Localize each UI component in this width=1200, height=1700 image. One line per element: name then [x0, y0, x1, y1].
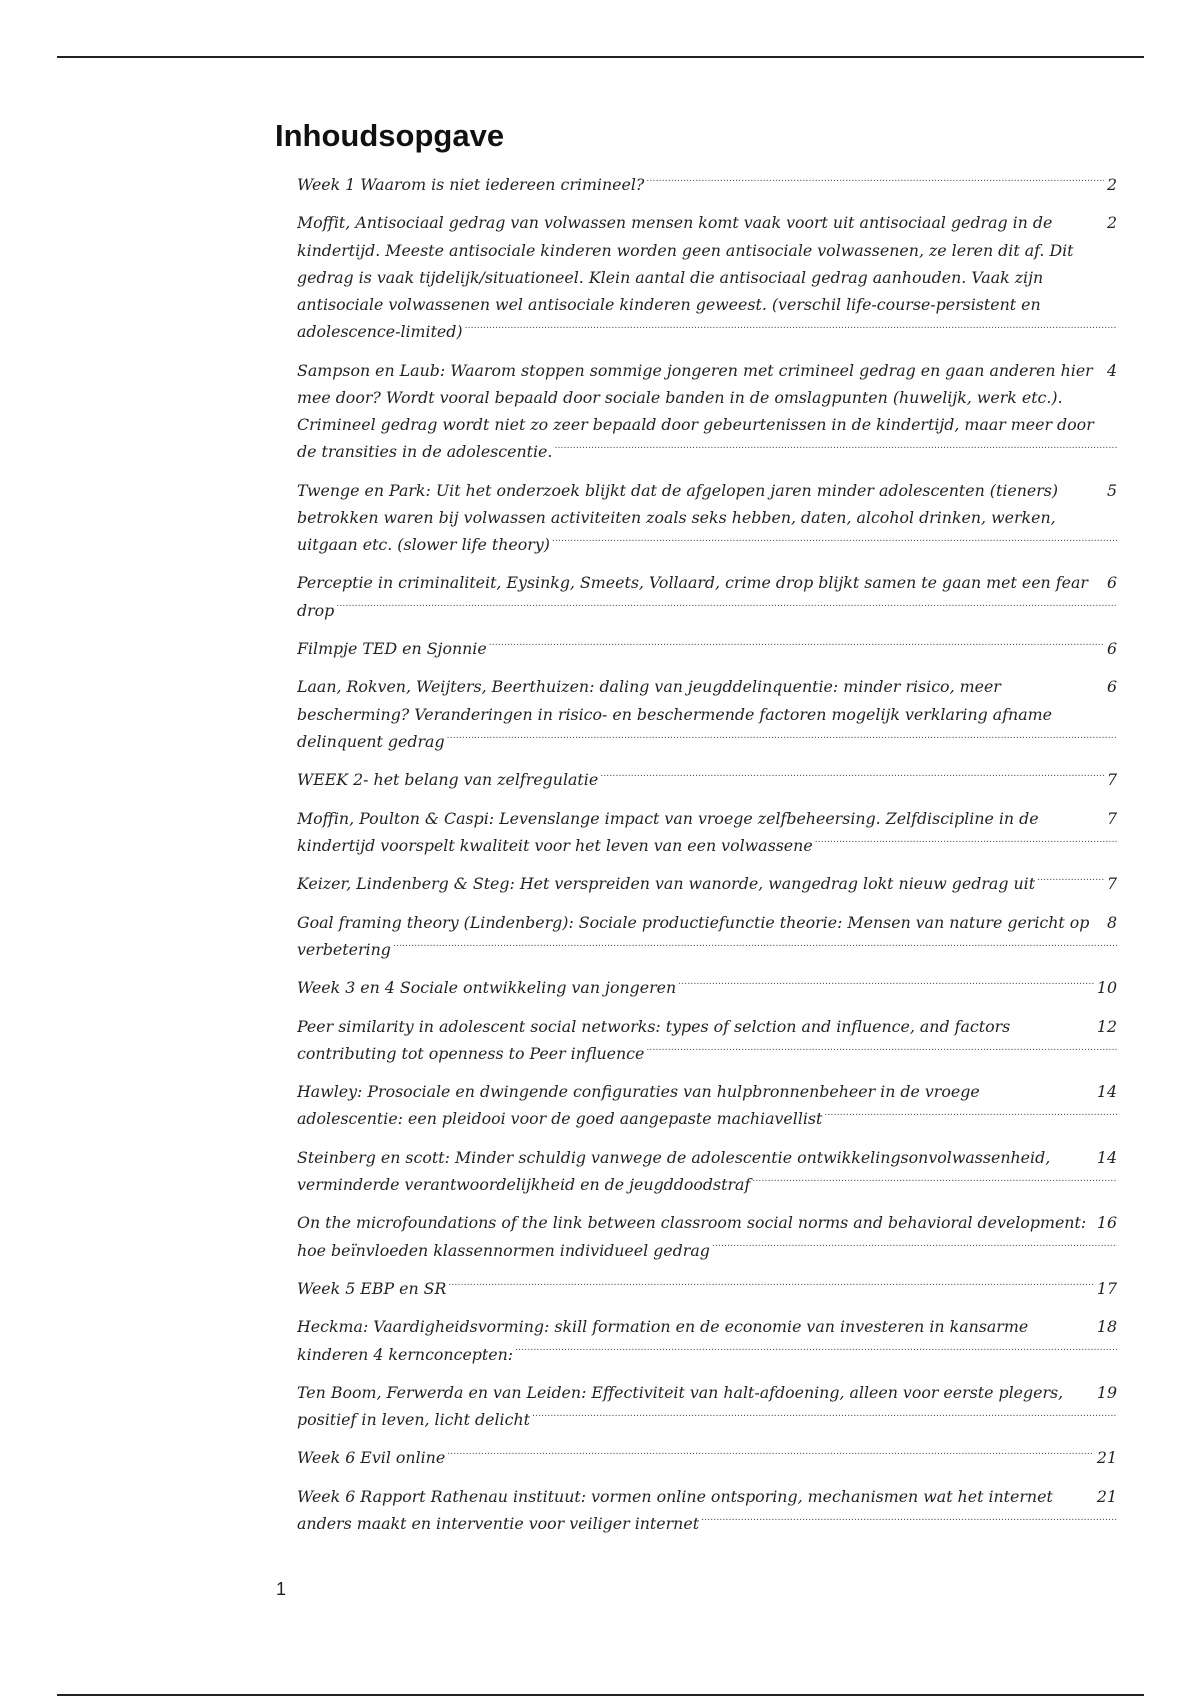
toc-entry-text: Steinberg en scott: Minder schuldig vanwege de adolescentie ontwikkelingsonvolwassenheid, verminderde verantwoordelijkheid en de jeugddoodstraf — [297, 1147, 1051, 1194]
toc-entry-text: Week 1 Waarom is niet iedereen crimineel? — [297, 175, 645, 194]
toc-entry[interactable] — [297, 805, 1117, 859]
toc-page-number: 7 — [1104, 870, 1117, 897]
toc-page-number: 21 — [1094, 1444, 1117, 1471]
toc-entry-text: Sampson en Laub: Waarom stoppen sommige jongeren met crimineel gedrag en gaan anderen hier mee door? Wordt vooral bepaald door sociale banden in de omslagpunten (huwelijk, werk etc.). Crimineel gedrag wordt niet zo zeer bepaald door gebeurtenissen in de kindertijd, maar meer door de transities in de adolescentie. — [297, 360, 1094, 462]
toc-entry[interactable] — [297, 1483, 1117, 1537]
toc-page-number: 2 — [1104, 171, 1117, 198]
toc-entry-text: Heckma: Vaardigheidsvorming: skill formation en de economie van investeren in kansarme kinderen 4 kernconcepten: — [297, 1317, 1029, 1364]
toc-entry-text: Twenge en Park: Uit het onderzoek blijkt dat de afgelopen jaren minder adolescenten (tieners) betrokken waren bij volwassen activiteiten zoals seks hebben, daten, alcohol drinken, werken, uitgaan etc. (slower life theory) — [297, 480, 1059, 554]
toc-entry[interactable] — [297, 766, 1117, 793]
toc-entry[interactable] — [297, 357, 1117, 466]
toc-entry[interactable] — [297, 209, 1117, 345]
toc-page-number: 21 — [1094, 1483, 1117, 1510]
toc-entry[interactable] — [297, 1078, 1117, 1132]
toc-entry[interactable] — [297, 1275, 1117, 1302]
toc-entry-text: Moffit, Antisociaal gedrag van volwassen mensen komt vaak voort uit antisociaal gedrag in de kindertijd. Meeste antisociale kinderen worden geen antisociale volwassenen, ze leren dit af. Dit gedrag is vaak tijdelijk/situationeel. Klein aantal die antisociaal gedrag aanhouden. Vaak zijn antisociale volwassenen wel antisociale kinderen geweest. (verschil life-course-persistent en adolescence-limited) — [297, 213, 1074, 342]
toc-entry-text: Hawley: Prosociale en dwingende configuraties van hulpbronnenbeheer in de vroege adolescentie: een pleidooi voor de goed aangepaste machiavellist — [297, 1082, 980, 1129]
footer-rule — [57, 1694, 1144, 1696]
toc-page-number: 5 — [1104, 477, 1117, 504]
toc-entry[interactable] — [297, 1209, 1117, 1263]
toc-entry-text: Moffin, Poulton & Caspi: Levenslange impact van vroege zelfbeheersing. Zelfdiscipline in de kindertijd voorspelt kwaliteit voor het leven van een volwassene — [297, 808, 1039, 855]
toc-entry[interactable] — [297, 1144, 1117, 1198]
toc-page-number: 7 — [1104, 766, 1117, 793]
toc-page-number: 18 — [1094, 1313, 1117, 1340]
toc-entry-text: WEEK 2- het belang van zelfregulatie — [297, 770, 599, 790]
table-of-contents — [297, 171, 1117, 1548]
toc-entry-text: Laan, Rokven, Weijters, Beerthuizen: daling van jeugddelinquentie: minder risico, meer bescherming? Veranderingen in risico- en beschermende factoren mogelijk verklaring afname delinquent gedrag — [297, 677, 1052, 751]
toc-entry-text: Week 6 Evil online — [297, 1448, 446, 1468]
toc-page-number: 17 — [1094, 1275, 1117, 1302]
toc-entry[interactable] — [297, 1444, 1117, 1471]
toc-entry-text: Goal framing theory (Lindenberg): Sociale productiefunctie theorie: Mensen van nature gericht op verbetering — [297, 912, 1090, 959]
toc-entry[interactable] — [297, 974, 1117, 1001]
toc-page-number: 16 — [1094, 1209, 1117, 1236]
toc-entry[interactable] — [297, 477, 1117, 559]
toc-page-number: 10 — [1094, 974, 1117, 1001]
toc-entry-text: Week 6 Rapport Rathenau instituut: vormen online ontsporing, mechanismen wat het internet anders maakt en interventie voor veiliger internet — [297, 1486, 1053, 1534]
toc-entry-text: Week 5 EBP en SR — [297, 1278, 447, 1298]
toc-page-number: 6 — [1104, 569, 1117, 596]
toc-page-number: 6 — [1104, 635, 1117, 662]
toc-entry-text: Keizer, Lindenberg & Steg: Het verspreiden van wanorde, wangedrag lokt nieuw gedrag uit — [297, 874, 1036, 894]
page-number: 1 — [276, 1579, 287, 1599]
toc-entry[interactable] — [297, 1013, 1117, 1067]
toc-entry-text: On the microfoundations of the link between classroom social norms and behavioral development: hoe beïnvloeden klassennormen individueel gedrag — [297, 1213, 1087, 1260]
header-rule — [57, 56, 1144, 58]
toc-entry-text: Ten Boom, Ferwerda en van Leiden: Effectiviteit van halt-afdoening, alleen voor eerste plegers, positief in leven, licht delicht — [297, 1382, 1064, 1430]
toc-entry[interactable] — [297, 635, 1117, 662]
toc-entry-text: Week 3 en 4 Sociale ontwikkeling van jongeren — [297, 978, 677, 998]
toc-entry-text: Peer similarity in adolescent social networks: types of selction and influence, and factors contributing tot openness to Peer influence — [297, 1016, 1011, 1063]
toc-page-number: 4 — [1104, 357, 1117, 384]
toc-entry[interactable] — [297, 909, 1117, 963]
toc-entry[interactable] — [297, 1313, 1117, 1367]
toc-page-number: 8 — [1104, 909, 1117, 936]
toc-page-number: 2 — [1104, 209, 1117, 236]
toc-page-number: 7 — [1104, 805, 1117, 832]
toc-entry-text: Perceptie in criminaliteit, Eysinkg, Smeets, Vollaard, crime drop blijkt samen te gaan met een fear drop — [297, 573, 1088, 620]
toc-entry[interactable] — [297, 673, 1117, 755]
toc-entry[interactable] — [297, 569, 1117, 623]
toc-page-number: 19 — [1094, 1379, 1117, 1406]
toc-entry[interactable] — [297, 1379, 1117, 1433]
toc-page-number: 6 — [1104, 673, 1117, 700]
toc-page-number: 14 — [1094, 1144, 1117, 1171]
toc-entry[interactable] — [297, 870, 1117, 897]
toc-title: Inhoudsopgave — [275, 118, 505, 153]
toc-page-number: 12 — [1094, 1013, 1117, 1040]
toc-entry[interactable] — [297, 171, 1117, 198]
toc-entry-text: Filmpje TED en Sjonnie — [297, 638, 487, 658]
toc-page-number: 14 — [1094, 1078, 1117, 1105]
